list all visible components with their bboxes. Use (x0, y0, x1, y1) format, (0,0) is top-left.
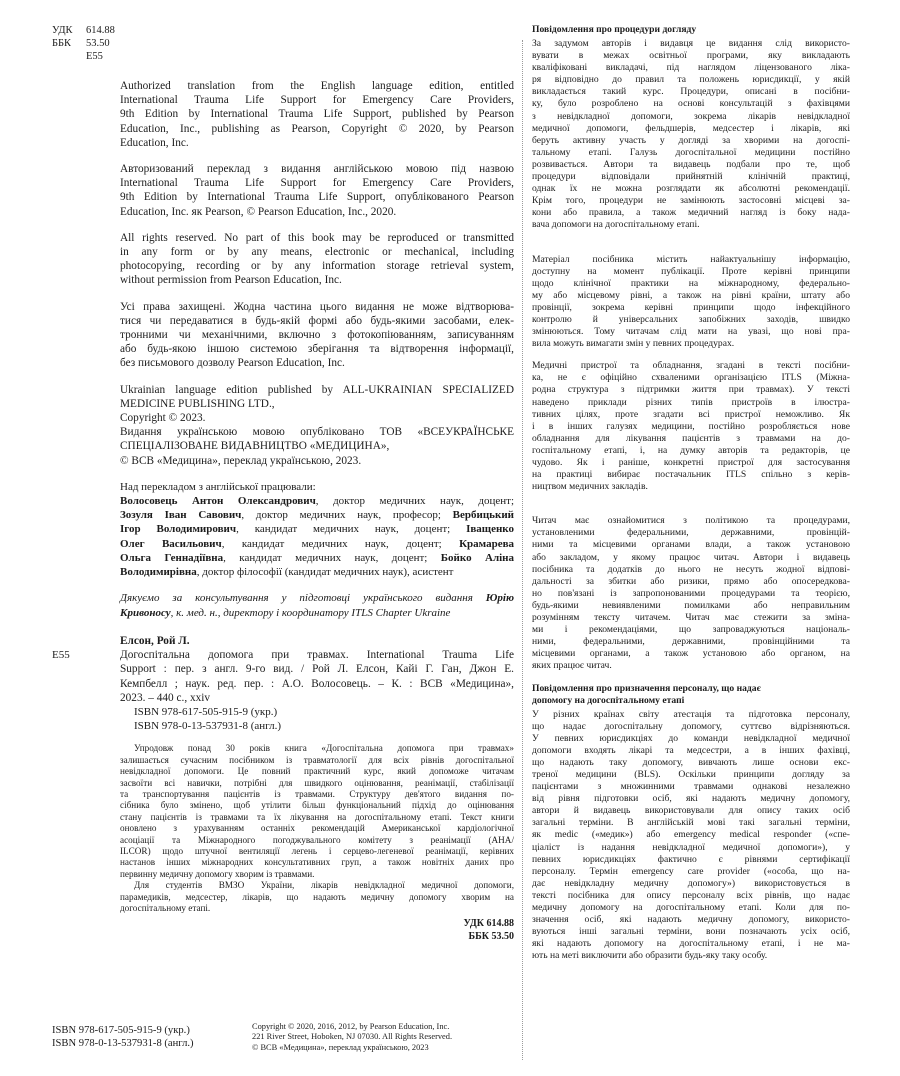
credit-line: Зозуля Іван Савович, доктор медичних наук, професор; Вербицький (120, 509, 515, 522)
left-column (52, 24, 514, 943)
devices-paragraph: Медичні пристрої та обладнання, згадані в тексті посібни- ка, не є офіційно схваленими організацією ITLS (Міжна- родна структура з підтримки життя при травмах). У тексті наведено приклади різних типів пристроїв в ілюстра- тивних цілях, проте згадати всі пристрої неможливо. Як і в інших галузях медицини, постійно розробляється нове обладнання для лікування пацієнтів з травмами на до- госпітальному етапі, і, на думку авторів та редакторів, це чудово. Як і раніше, конкретні пристрої для застосування на практиці вибирає постачальник ITLS спільно з керів- ництвом медичних закладів. (532, 360, 850, 493)
personnel-paragraph: У різних країнах світу атестація та підготовка персоналу, що надає догоспітальну допомогу, суттєво відрізняються. У певних юрисдикціях до команди невідкладної медичної допомоги входять лікарі та медсестри, а в інших фахівці, що надають таку допомогу, вивчають лише основи екс- треної медицини (BLS). Оскільки принципи догляду за пацієнтами з множинними травмами однакові незалежно від рівня підготовки осіб, які надають медичну допомогу, автори й видавець використовували для опису таких осіб загальні терміни. В англійській мові такі загальні терміни, як medic («медик») або emergency medical responder («спе- ціаліст із надання невідкладної медичної допомоги»), у певних юрисдикціях фактично є рівнями сертифікації персоналу. Термін emergency care provider («особа, що на- дає невідкладну медичну допомогу») використовується в тексті посібника для опису персоналу всіх рівнів, що надає медичну допомогу на догоспітальному етапі. Коли для по- значення осіб, які надають медичну допомогу, використо- вуються інші загальні терміни, вони позначають усіх осіб, які надають допомогу на догоспітальному етапі, і не ма- ють на меті виключити або образити будь-яку таку особу. (532, 708, 850, 962)
publisher-notice: Ukrainian language edition published by ALL-UKRAINIAN SPECIALIZED MEDICINE PUBLISHING LTD., Copyright © 2023. Видання українською мовою опубліковано ТОВ «ВСЕУКРАЇНСЬКЕ СПЕЦІАЛІЗОВАНЕ ВИДАВНИЦТВО «МЕДИЦИНА», © ВСВ «Медицина», переклад українською, 2023. (120, 383, 514, 467)
section-heading: Повідомлення про процедури догляду (532, 24, 697, 35)
footer-copyright: Copyright © 2020, 2016, 2012, by Pearson Education, Inc. 221 River Street, Hoboken, NJ 07030. All Rights Reserved. © ВСВ «Медицина», переклад українською, 2023 (252, 1022, 453, 1052)
credit-line: Волосовець Антон Олександрович, доктор медичних наук, доцент; (120, 495, 514, 508)
care-procedures-paragraph: За задумом авторів і видавця це видання слід використо- вувати в межах освітньої програми, яку викладають кваліфіковані викладачі, під наглядом ліцензованого ліка- ря відповідно до правил та положень юрисдикції, у якій викладається такий курс. Процедури, описані в посібни- ку, було розроблено на основі консультацій з фахівцями з невідкладної допомоги, зокрема лікарів невідкладної медичної допомоги, фельдшерів, медсестер і лікарів, які беруть активну участь у догляді за хворими на догоспі- тальному етапі. Галузь догоспітальної медицини постійно розвивається. Автори та видавець подбали про те, щоб процедури відповідали прийнятній клінічній практиці, однак їх не можна розглядати як абсолютні рекомендації. Крім того, процедури не замінюють застосовні місцеві за- кони або правила, а також медичний нагляд із боку нада- вача допомоги на догоспітальному етапі. (532, 38, 850, 231)
code-row-bbk: ББК 53.50 (52, 38, 110, 49)
column-divider (522, 40, 523, 1060)
ukrainian-rights-notice: Усі права захищені. Жодна частина цього видання не може відтворюва- тися чи передаватися в будь-якій формі або будь-якими засобами, елек- тронними чи механічними, включно з фотокопіюванням, записуванням або будь-якою іншою системою зберігання та відтворення інформації, без письмового дозволу Pearson Education, Inc. (120, 300, 514, 370)
code-row-udk: УДК 614.88 (52, 25, 115, 36)
acknowledgement: Дякуємо за консультування у підготовці українського видання Юрію Кривоносу, к. мед. н., директору і координатору ITLS Chapter Ukraine (120, 592, 514, 619)
bibliographic-record: E55 Догоспітальна допомога при травмах. International Trauma Life Support : пер. з англ. 9-го вид. / Рой Л. Елсон, Кайі Г. Ган, Джон Е. Кемпбелл ; наук. ред. пер. : А.О. Волосовець. – К. : ВСВ «Медицина», 2023. – 440 с., xxiv ISBN 978-617-505-915-9 (укр.) ISBN 978-0-13-537931-8 (англ.) (52, 648, 514, 733)
credit-line: Ольга Геннадіївна, кандидат медичних наук, доцент; Бойко Аліна (120, 551, 515, 564)
footer-isbn: ISBN 978-617-505-915-9 (укр.) ISBN 978-0-13-537931-8 (англ.) (52, 1025, 194, 1050)
english-rights-notice: All rights reserved. No part of this book may be reproduced or transmitted in any form or by any means, electronic or mechanical, including photocopying, recording or by any information storage retrieval system, without permission from Pearson Education, Inc. (120, 231, 514, 287)
book-annotation: Упродовж понад 30 років книга «Догоспітальна допомога при травмах» залишається сучасним посібником із травматології для всіх рівнів догоспітальної невідкладної допомоги. Це повний практичний курс, який допоможе читачам засвоїти всі навички, потрібні для швидкого оцінювання, реанімації, стабілізації та транспортування пацієнтів із травмами. Структуру дев'ятого видання по- сібника було змінено, щоб утілити більш функціональний підхід до оцінювання стану пацієнтів із травмами та їх лікування на догоспітальному етапі. Текст книги оновлено з урахуванням останніх рекомендацій Американської кардіологічної асоціації та Міжнародного погоджувального комітету з реанімації (AHA/ ILCOR) щодо штучної вентиляції легень і серцево-легеневої реанімації, керівних настанов інших міжнародних консультативних груп, а також новітніх даних про первинну медичну допомогу хворим із травмами. Для студентів ВМЗО України, лікарів невідкладної медичної допомоги, парамедиків, медсестер, лікарів, що надають медичну допомогу хворим на догоспітальному етапі. (120, 743, 514, 914)
author-mark: E55 (52, 648, 70, 661)
credit-line: Володимирівна, доктор філософії (кандидат медичних наук), асистент (120, 566, 454, 579)
author-heading: Елсон, Рой Л. (120, 634, 190, 647)
english-translation-notice: Authorized translation from the English language edition, entitled International Trauma Life Support for Emergency Care Providers, 9th Edition by International Trauma Life Support, published by Pearson Education, Inc., publishing as Pearson, Copyright © 2020, by Pearson Education, Inc. (120, 80, 514, 149)
ukrainian-translation-notice: Авторизований переклад з видання англійською мовою під назвою International Trauma Life Support for Emergency Care Providers, 9th Edition by International Trauma Life Support, опублікованого Pearson Education, Inc. як Pearson, © Pearson Education, Inc., 2020. (120, 163, 514, 218)
right-column (532, 24, 850, 972)
code-row-author-mark: E55 (86, 51, 103, 62)
credit-line: Ігор Володимирович, кандидат медичних наук, доцент; Іващенко (120, 523, 514, 536)
section-heading: Повідомлення про призначення персоналу, що надає допомогу на догоспітальному етапі (532, 682, 761, 706)
credit-line: Олег Васильович, кандидат медичних наук, доцент; Крамарева (120, 537, 515, 550)
annotation-codes: УДК 614.88 ББК 53.50 (463, 918, 514, 942)
classification-codes (52, 24, 514, 63)
credits-intro: Над перекладом з англійської працювали: (120, 480, 316, 493)
guidelines-paragraph: Матеріал посібника містить найактуальнішу інформацію, доступну на момент публікації. Проте керівні принципи щодо клінічної практики на міжнародному, федерально- му або місцевому рівні, а також на рівні країни, штату або провінції, зокрема керівні принципи щодо інфекційного контролю й універсальних запобіжних заходів, швидко змінюються. Тому читачам слід мати на увазі, що нові пра- вила можуть вимагати змін у певних процедурах. (532, 253, 850, 350)
translators-credits (120, 480, 514, 579)
responsibility-paragraph: Читач має ознайомитися з політикою та процедурами, установленими федеральними, державними, провінцій- ними та місцевими органами влади, а також установою або закладом, у якому працює читач. Автори і видавець посібника та додатків до нього не несуть жодної відпові- дальності за збитки або ризики, прямо або опосередкова- но пов'язані із запропонованими процедурами та теорією, будь-якими невиявленими помилками або неправильним розумінням тексту читачем. Читач має стежити за зміна- ми і рекомендаціями, що запроваджуються національ- ними, федеральними, державними, провінційними та місцевими органами, а також установою або органом, на яких працює читач. (532, 515, 850, 672)
isbn-list: ISBN 978-617-505-915-9 (укр.) ISBN 978-0-13-537931-8 (англ.) (134, 706, 282, 733)
